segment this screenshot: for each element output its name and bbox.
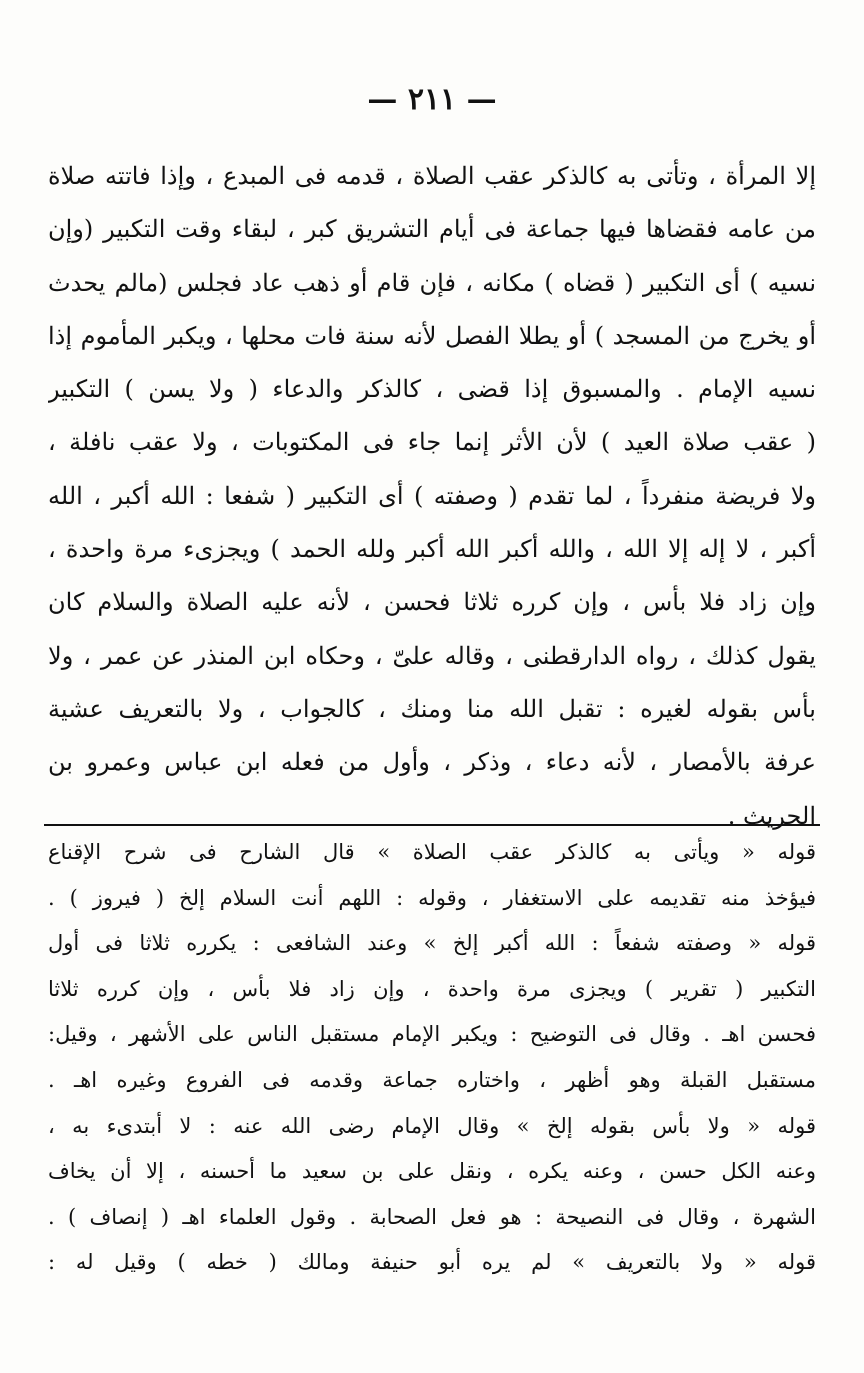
footnote-line: قوله « ولا بأس بقوله إلخ » وقال الإمام رضى الله عنه : لا أبتدىء به ، xyxy=(48,1113,816,1138)
footnote-line: فيؤخذ منه تقديمه على الاستغفار ، وقوله : اللهم أنت السلام إلخ ( فيروز ) . xyxy=(48,885,816,910)
main-text-line: ولا فريضة منفرداً ، لما تقدم ( وصفته ) أى التكبير ( شفعا : الله أكبر ، الله xyxy=(48,481,816,510)
main-text-line: يقول كذلك ، رواه الدارقطنى ، وقاله علىّ ، وحكاه ابن المنذر عن عمر ، ولا xyxy=(48,641,816,670)
footnote-line: الشهرة ، وقال فى النصيحة : هو فعل الصحابة . وقول العلماء اهـ ( إنصاف ) . xyxy=(48,1204,816,1229)
footnote-line: فحسن اهـ . وقال فى التوضيح : ويكبر الإمام مستقبل الناس على الأشهر ، وقيل: xyxy=(48,1022,816,1047)
footnote-line: قوله « ولا بالتعريف » لم يره أبو حنيفة ومالك ( خطه ) وقيل له : xyxy=(48,1250,816,1275)
main-text-body xyxy=(48,150,816,843)
main-text-line: عرفة بالأمصار ، لأنه دعاء ، وذكر ، وأول من فعله ابن عباس وعمرو بن xyxy=(48,748,816,777)
main-text-line: ( عقب صلاة العيد ) لأن الأثر إنما جاء فى المكتوبات ، ولا عقب نافلة ، xyxy=(48,428,816,457)
main-text-line: وإن زاد فلا بأس ، وإن كرره ثلاثا فحسن ، لأنه عليه الصلاة والسلام كان xyxy=(48,588,816,617)
footnote-line: وعنه الكل حسن ، وعنه يكره ، ونقل على بن سعيد ما أحسنه ، إلا أن يخاف xyxy=(48,1159,816,1184)
footnote-line: التكبير ( تقرير ) ويجزى مرة واحدة ، وإن زاد فلا بأس ، وإن كرره ثلاثا xyxy=(48,976,816,1001)
main-text-line: من عامه فقضاها فيها جماعة فى أيام التشريق كبر ، لبقاء وقت التكبير (وإن xyxy=(48,215,816,244)
main-text-line: أكبر ، لا إله إلا الله ، والله أكبر الله أكبر ولله الحمد ) ويجزىء مرة واحدة ، xyxy=(48,535,816,564)
main-text-line: إلا المرأة ، وتأتى به كالذكر عقب الصلاة ، قدمه فى المبدع ، وإذا فاتته صلاة xyxy=(48,162,816,190)
footnote-line: مستقبل القبلة وهو أظهر ، واختاره جماعة وقدمه فى الفروع وغيره اهـ . xyxy=(48,1067,816,1092)
main-text-line: نسيه ) أى التكبير ( قضاه ) مكانه ، فإن قام أو ذهب عاد فجلس (مالم يحدث xyxy=(48,268,816,297)
footnotes-section xyxy=(48,830,816,1286)
main-text-line: بأس بقوله لغيره : تقبل الله منا ومنك ، كالجواب ، ولا بالتعريف عشية xyxy=(48,694,816,723)
footnote-line: قوله « ويأتى به كالذكر عقب الصلاة » قال الشارح فى شرح الإقناع xyxy=(48,840,816,864)
main-text-line: نسيه الإمام . والمسبوق إذا قضى ، كالذكر والدعاء ( ولا يسن ) التكبير xyxy=(48,375,816,404)
page-number: — ٢١١ — xyxy=(367,82,497,117)
main-text-line: الحريث . xyxy=(727,801,816,830)
footnote-line: قوله « وصفته شفعاً : الله أكبر إلخ » وعند الشافعى : يكرره ثلاثا فى أول xyxy=(48,931,816,956)
footnote-divider xyxy=(44,824,820,826)
main-text-line: أو يخرج من المسجد ) أو يطلا الفصل لأنه سنة فات محلها ، ويكبر المأموم إذا xyxy=(48,321,816,350)
